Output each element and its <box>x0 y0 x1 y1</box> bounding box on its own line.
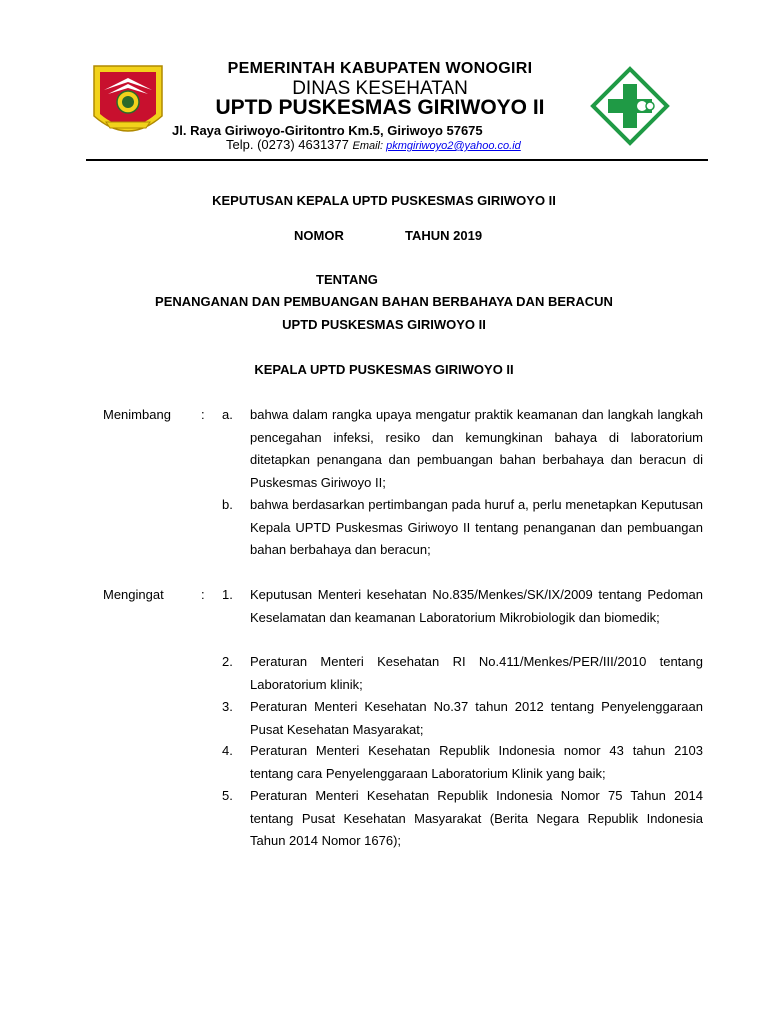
mengingat-label: Mengingat <box>103 587 164 602</box>
letterhead-institution: UPTD PUSKESMAS GIRIWOYO II <box>215 96 545 119</box>
decree-subject: PENANGANAN DAN PEMBUANGAN BAHAN BERBAHAYA DAN BERACUN <box>155 294 613 309</box>
list-item: Peraturan Menteri Kesehatan RI No.411/Menkes/PER/III/2010 tentang Laboratorium klinik; <box>250 654 703 692</box>
letterhead-address: Jl. Raya Giriwoyo-Giritontro Km.5, Giriwoyo 57675 <box>172 123 483 138</box>
list-item: bahwa berdasarkan pertimbangan pada huruf a, perlu menetapkan Keputusan Kepala UPTD Puskesmas Giriwoyo II tentang penanganan dan pembuangan bahan berbahaya dan beracun; <box>250 497 703 557</box>
list-item: bahwa dalam rangka upaya mengatur praktik keamanan dan langkah langkah pencegahan infeksi, resiko dan kemungkinan bahaya di laboratorium ditetapkan penangana dan pembuangan bahan berbahaya dan beracun di Puskesmas Giriwoyo II; <box>250 407 703 490</box>
email-link[interactable]: pkmgiriwoyo2@yahoo.co.id <box>386 140 521 152</box>
menimbang-label: Menimbang <box>103 407 171 422</box>
list-marker: a. <box>222 407 233 422</box>
list-marker: 3. <box>222 699 233 714</box>
list-marker: b. <box>222 497 233 512</box>
letterhead-phone: Telp. (0273) 4631377 <box>226 137 353 152</box>
list-item: Peraturan Menteri Kesehatan Republik Indonesia nomor 43 tahun 2103 tentang cara Penyelenggaraan Laboratorium Klinik yang baik; <box>250 743 703 781</box>
list-item: Peraturan Menteri Kesehatan No.37 tahun 2012 tentang Penyelenggaraan Pusat Kesehatan Masyarakat; <box>250 699 703 737</box>
letterhead-divider <box>86 159 708 161</box>
list-item: Peraturan Menteri Kesehatan Republik Indonesia Nomor 75 Tahun 2014 tentang Pusat Kesehatan Masyarakat (Berita Negara Republik Indonesia Tahun 2014 Nomor 1676); <box>250 788 703 848</box>
email-label: Email: <box>352 140 387 152</box>
decree-subject-institution: UPTD PUSKESMAS GIRIWOYO II <box>282 317 486 332</box>
decree-number-label: NOMOR <box>294 228 344 243</box>
list-item: Keputusan Menteri kesehatan No.835/Menkes/SK/IX/2009 tentang Pedoman Keselamatan dan keamanan Laboratorium Mikrobiologik dan biomedik; <box>250 587 703 625</box>
letterhead-agency: DINAS KESEHATAN <box>292 78 468 99</box>
menimbang-colon: : <box>201 407 205 422</box>
decree-title: KEPUTUSAN KEPALA UPTD PUSKESMAS GIRIWOYO II <box>212 193 556 208</box>
puskesmas-logo-icon <box>590 66 670 146</box>
list-marker: 5. <box>222 788 233 803</box>
letterhead-contact <box>226 137 521 152</box>
list-marker: 1. <box>222 587 233 602</box>
list-marker: 2. <box>222 654 233 669</box>
wonogiri-emblem-icon <box>88 60 168 142</box>
mengingat-colon: : <box>201 587 205 602</box>
decree-year: TAHUN 2019 <box>405 228 483 243</box>
letterhead-government: PEMERINTAH KABUPATEN WONOGIRI <box>227 60 533 77</box>
list-marker: 4. <box>222 743 233 758</box>
tentang-label: TENTANG <box>316 272 378 287</box>
official-title: KEPALA UPTD PUSKESMAS GIRIWOYO II <box>254 362 514 377</box>
